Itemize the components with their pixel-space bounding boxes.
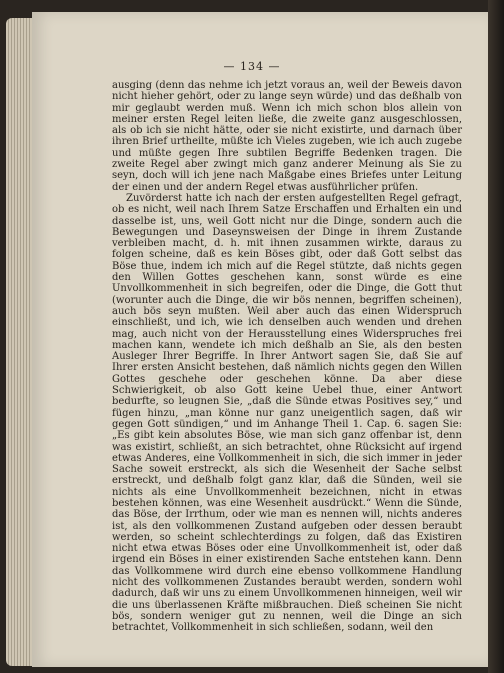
paragraph: ausging (denn das nehme ich jetzt voraus an, weil der Beweis davon nicht hieher gehört, oder zu lange seyn würde) und das deßhalb von mir geglaubt werden muß. Wenn ich mich schon blos allein von meiner ersten Regel leiten ließe, die zweite ganz ausgeschlossen, als ob ich sie nicht hätte, oder sie nicht existirte, und darnach über ihren Brief urtheilte, müßte ich Vieles zugeben, wie ich auch zugebe und müßte gegen Ihre subtilen Begriffe Bedenken tragen. Die zweite Regel aber zwingt mich ganz anderer Meinung als Sie zu seyn, doch will ich jene nach Maßgabe eines Briefes unter Leitung der einen und der andern Regel etwas ausführlicher prüfen. [112, 80, 462, 193]
paragraph: Zuvörderst hatte ich nach der ersten aufgestellten Regel gefragt, ob es nicht, weil nach Ihrem Satze Erschaffen und Erhalten ein und dasselbe ist, uns, weil Gott nicht nur die Dinge, sondern auch die Bewegungen und Daseynsweisen der Dinge in ihrem Zustande verbleiben macht, d. h. mit ihnen zusammen wirkte, daraus zu folgen scheine, daß es kein Böses gibt, oder daß Gott selbst das Böse thue, indem ich mich auf die Regel stützte, daß nichts gegen den Willen Gottes geschehen kann, sonst würde es eine Unvollkommenheit in sich begreifen, oder die Dinge, die Gott thut (worunter auch die Dinge, die wir bös nennen, begriffen scheinen), auch bös seyn mußten. Weil aber auch das einen Widerspruch einschließt, und ich, wie ich denselben auch wenden und drehen mag, auch nicht von der Herausstellung eines Widerspruches frei machen kann, wendete ich mich deßhalb an Sie, als den besten Ausleger Ihrer Begriffe. In Ihrer Antwort sagen Sie, daß Sie auf Ihrer ersten Ansicht bestehen, daß nämlich nichts gegen den Willen Gottes geschehe oder geschehen könne. Da aber diese Schwierigkeit, ob also Gott keine Uebel thue, einer Antwort bedurfte, so leugnen Sie, „daß die Sünde etwas Positives sey,“ und fügen hinzu, „man könne nur ganz uneigentlich sagen, daß wir gegen Gott sündigen,“ und im Anhange Theil 1. Cap. 6. sagen Sie: „Es gibt kein absolutes Böse, wie man sich ganz offenbar ist, denn was existirt, schließt, an sich betrachtet, ohne Rücksicht auf irgend etwas Anderes, eine Vollkommenheit in sich, die sich immer in jeder Sache soweit erstreckt, als sich die Wesenheit der Sache selbst erstreckt, und deßhalb folgt ganz klar, daß die Sünden, weil sie nichts als eine Unvollkommenheit bezeichnen, nicht in etwas bestehen können, was eine Wesenheit ausdrückt.“ Wenn die Sünde, das Böse, der Irrthum, oder wie man es nennen will, nichts anderes ist, als den vollkommenen Zustand aufgeben oder dessen beraubt werden, so scheint schlechterdings zu folgen, daß das Existiren nicht etwa etwas Böses oder eine Unvollkommenheit ist, oder daß irgend ein Böses in einer existirenden Sache entstehen kann. Denn das Vollkommene wird durch eine ebenso vollkommene Handlung nicht des vollkommenen Zustandes beraubt werden, sondern wohl dadurch, daß wir uns zu einem Unvollkommenen hinneigen, weil wir die uns überlassenen Kräfte mißbrauchen. Dieß scheinen Sie nicht bös, sondern weniger gut zu nennen, weil die Dinge an sich betrachtet, Vollkommenheit in sich schließen, sodann, weil den [112, 192, 462, 634]
binding-shadow [488, 0, 504, 673]
body-text [112, 80, 462, 634]
page-number: — 134 — [223, 60, 281, 73]
